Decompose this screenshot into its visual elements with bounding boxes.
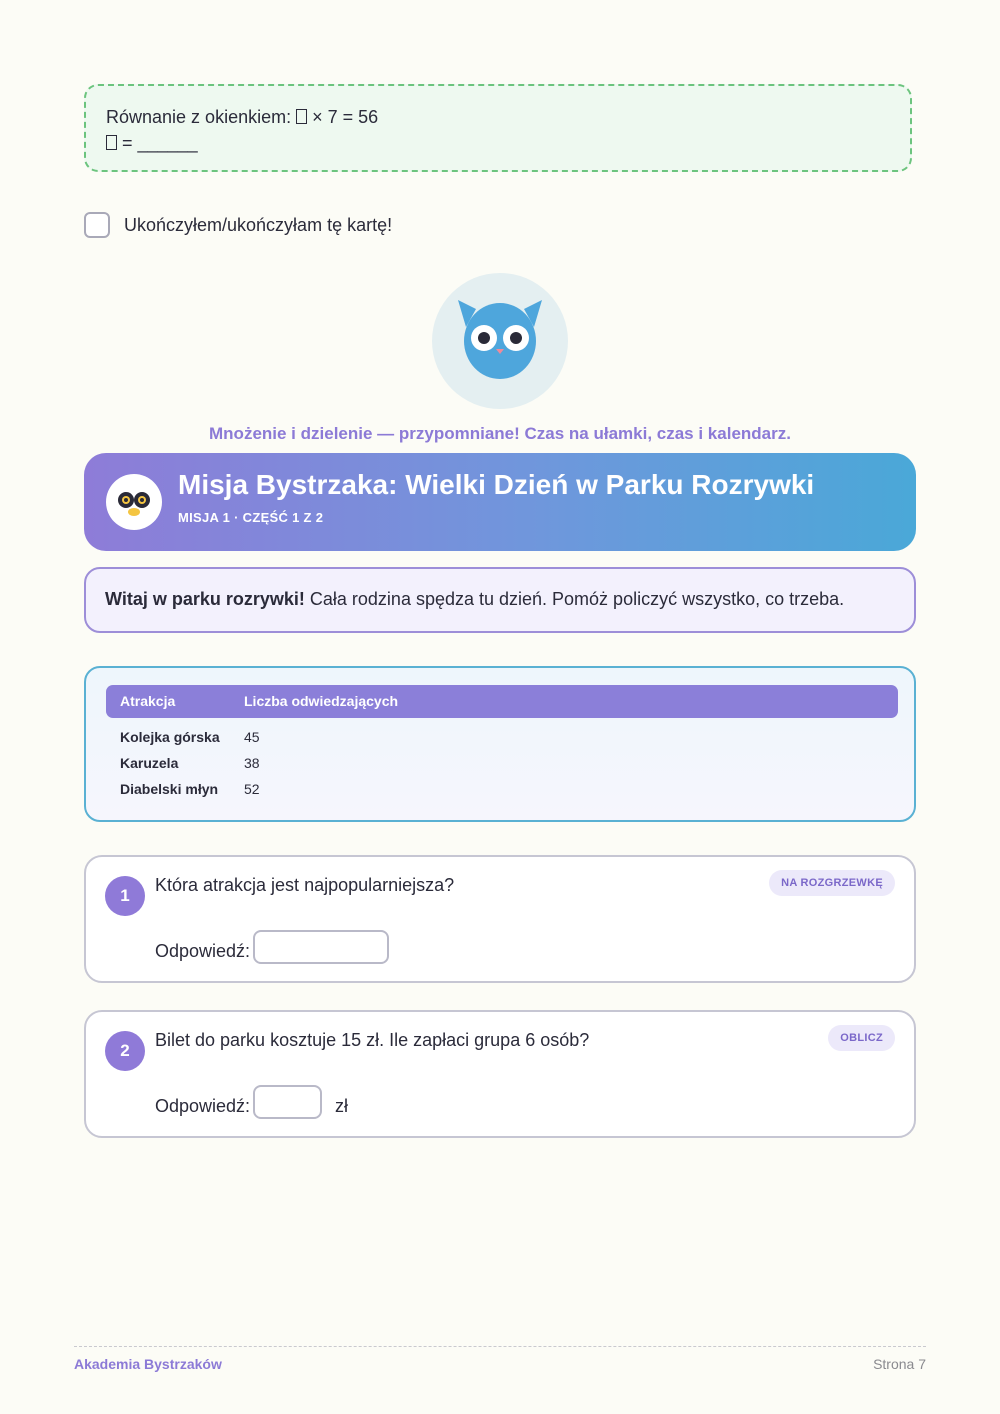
- table-row: Diabelski młyn 52: [120, 781, 260, 797]
- equation-line-2: = ______: [106, 130, 890, 156]
- table-header: [106, 685, 898, 718]
- answer-input[interactable]: [253, 1085, 322, 1119]
- footer-divider: [74, 1346, 926, 1347]
- attractions-table: [84, 666, 916, 822]
- header-visitors: Liczba odwiedzających: [244, 693, 399, 709]
- equation-line-1: Równanie z okienkiem: × 7 = 56: [106, 107, 379, 127]
- answer-label: Odpowiedź:: [155, 1096, 251, 1116]
- header-attraction: Atrakcja: [120, 693, 176, 709]
- table-row: Karuzela 38: [120, 755, 260, 771]
- question-card-2: [84, 1010, 916, 1138]
- equation-box: [84, 84, 912, 172]
- footer-brand: Akademia Bystrzaków: [74, 1356, 222, 1372]
- table-row: Kolejka górska 45: [120, 729, 260, 745]
- welcome-heading: Witaj w parku rozrywki!: [105, 589, 305, 609]
- question-number: 2: [105, 1031, 145, 1071]
- question-text: Która atrakcja jest najpopularniejsza?: [155, 875, 455, 895]
- page-subtitle: Mnożenie i dzielenie — przypomniane! Czas na ułamki, czas i kalendarz.: [209, 424, 791, 443]
- completion-row[interactable]: [84, 212, 392, 238]
- answer-unit: zł: [335, 1096, 348, 1116]
- page-number: Strona 7: [873, 1356, 926, 1372]
- answer-label: Odpowiedź:: [155, 941, 251, 961]
- completion-label: Ukończyłem/ukończyłam tę kartę!: [124, 214, 393, 235]
- question-tag: OBLICZ: [828, 1025, 895, 1051]
- mission-title: Misja Bystrzaka: Wielki Dzień w Parku Rozrywki: [178, 469, 815, 500]
- answer-input[interactable]: [253, 930, 389, 964]
- question-card-1: [84, 855, 916, 983]
- owl-mascot-icon: [432, 273, 568, 409]
- question-number: 1: [105, 876, 145, 916]
- welcome-text: Cała rodzina spędza tu dzień. Pomóż policzyć wszystko, co trzeba.: [304, 589, 845, 609]
- mission-meta: MISJA 1 · CZĘŚĆ 1 Z 2: [178, 510, 324, 525]
- completion-checkbox[interactable]: [84, 212, 110, 238]
- welcome-box: [84, 567, 916, 633]
- question-text: Bilet do parku kosztuje 15 zł. Ile zapłaci grupa 6 osób?: [155, 1030, 590, 1050]
- owl-avatar-icon: [106, 474, 162, 530]
- mission-banner: [84, 453, 916, 551]
- blank-square-icon: [296, 109, 307, 124]
- blank-square-icon: [106, 135, 117, 150]
- question-tag: NA ROZGRZEWKĘ: [769, 870, 895, 896]
